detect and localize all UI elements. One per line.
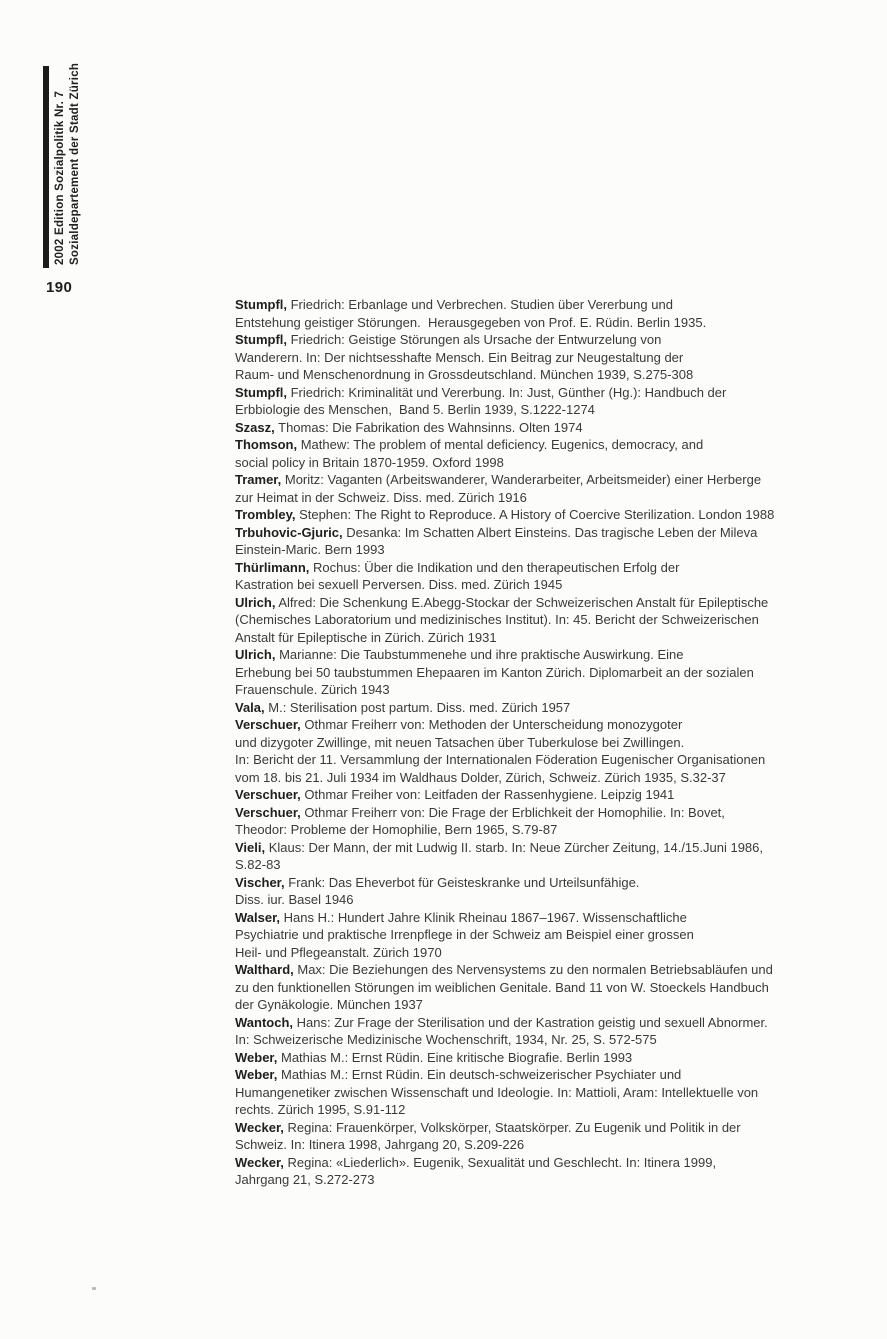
entry-line: Vieli, Klaus: Der Mann, der mit Ludwig II. starb. In: Neue Zürcher Zeitung, 14./15.Juni 1986, bbox=[235, 839, 763, 855]
bibliography-entry bbox=[235, 646, 883, 699]
bibliography-entry bbox=[235, 1049, 883, 1067]
entry-line: Vischer, Frank: Das Eheverbot für Geisteskranke und Urteilsunfähige. bbox=[235, 874, 640, 890]
entry-line: Ulrich, Marianne: Die Taubstummenehe und ihre praktische Auswirkung. Eine bbox=[235, 647, 684, 662]
entry-line: Verschuer, Othmar Freiherr von: Die Frage der Erblichkeit der Homophilie. In: Bovet, bbox=[235, 804, 725, 820]
entry-author: Wantoch, bbox=[235, 1014, 294, 1030]
entry-line: social policy in Britain 1870-1959. Oxford 1998 bbox=[235, 454, 504, 470]
entry-line: Stumpfl, Friedrich: Geistige Störungen als Ursache der Entwurzelung von bbox=[235, 332, 662, 347]
entry-line: Diss. iur. Basel 1946 bbox=[235, 892, 354, 907]
entry-line: Einstein-Maric. Bern 1993 bbox=[235, 542, 385, 557]
entry-line: und dizygoter Zwillinge, mit neuen Tatsachen über Tuberkulose bei Zwillingen. bbox=[235, 734, 685, 750]
bibliography-list bbox=[235, 296, 883, 1189]
bibliography-entry bbox=[235, 874, 883, 909]
entry-author: Vala, bbox=[235, 699, 265, 715]
entry-author: Verschuer, bbox=[235, 717, 301, 732]
entry-author: Ulrich, bbox=[235, 647, 276, 662]
entry-line: Thürlimann, Rochus: Über die Indikation und den therapeutischen Erfolg der bbox=[235, 559, 680, 575]
bibliography-entry bbox=[235, 786, 883, 804]
entry-line: Stumpfl, Friedrich: Kriminalität und Vererbung. In: Just, Günther (Hg.): Handbuch der bbox=[235, 384, 727, 400]
entry-author: Thomson, bbox=[235, 437, 298, 452]
entry-author: Stumpfl, bbox=[235, 332, 287, 347]
entry-line: Raum- und Menschenordnung in Grossdeutschland. München 1939, S.275-308 bbox=[235, 367, 694, 382]
entry-line: Psychiatrie und praktische Irrenpflege in der Schweiz am Beispiel einer grossen bbox=[235, 927, 694, 942]
entry-author: Tramer, bbox=[235, 472, 282, 487]
entry-line: rechts. Zürich 1995, S.91-112 bbox=[235, 1102, 406, 1117]
entry-line: der Gynäkologie. München 1937 bbox=[235, 997, 423, 1012]
entry-author: Wecker, bbox=[235, 1154, 284, 1170]
entry-line: Wantoch, Hans: Zur Frage der Sterilisation und der Kastration geistig und sexuell Abnormer. bbox=[235, 1014, 768, 1030]
entry-line: Thomson, Mathew: The problem of mental deficiency. Eugenics, democracy, and bbox=[235, 437, 704, 452]
entry-line: Schweiz. In: Itinera 1998, Jahrgang 20, S.209-226 bbox=[235, 1137, 525, 1152]
bibliography-entry bbox=[235, 1014, 883, 1049]
bibliography-entry bbox=[235, 436, 883, 471]
entry-line: Humangenetiker zwischen Wissenschaft und Ideologie. In: Mattioli, Aram: Intellektuelle von bbox=[235, 1084, 759, 1100]
entry-line: Walthard, Max: Die Beziehungen des Nervensystems zu den normalen Betriebsabläufen und bbox=[235, 962, 773, 977]
entry-line: Anstalt für Epileptische in Zürich. Zürich 1931 bbox=[235, 629, 497, 645]
entry-line: In: Schweizerische Medizinische Wochenschrift, 1934, Nr. 25, S. 572-575 bbox=[235, 1032, 657, 1047]
entry-author: Wecker, bbox=[235, 1119, 284, 1135]
entry-author: Vischer, bbox=[235, 874, 285, 890]
entry-line: Wecker, Regina: Frauenkörper, Volkskörper, Staatskörper. Zu Eugenik und Politik in der bbox=[235, 1119, 741, 1135]
bibliography-entry bbox=[235, 296, 883, 331]
entry-line: Tramer, Moritz: Vaganten (Arbeitswanderer, Wanderarbeiter, Arbeitsmeider) einer Herberge bbox=[235, 472, 762, 487]
bibliography-entry bbox=[235, 524, 883, 559]
bibliography-entry bbox=[235, 716, 883, 786]
bibliography-entry bbox=[235, 804, 883, 839]
bibliography-entry bbox=[235, 1154, 883, 1189]
entry-line: Weber, Mathias M.: Ernst Rüdin. Ein deutsch-schweizerischer Psychiater und bbox=[235, 1067, 682, 1082]
bibliography-entry bbox=[235, 331, 883, 384]
entry-line: zu den funktionellen Störungen im weiblichen Genitale. Band 11 von W. Stoeckels Handbuch bbox=[235, 979, 769, 995]
entry-author: Thürlimann, bbox=[235, 559, 310, 575]
entry-line: Frauenschule. Zürich 1943 bbox=[235, 682, 390, 697]
bibliography-entry bbox=[235, 839, 883, 874]
entry-author: Weber, bbox=[235, 1067, 278, 1082]
entry-line: Theodor: Probleme der Homophilie, Bern 1965, S.79-87 bbox=[235, 822, 558, 837]
entry-line: Erhebung bei 50 taubstummen Ehepaaren im Kanton Zürich. Diplomarbeit an der sozialen bbox=[235, 664, 754, 680]
entry-line: In: Bericht der 11. Versammlung der Internationalen Föderation Eugenischer Organisationen bbox=[235, 752, 766, 767]
bibliography-entry bbox=[235, 909, 883, 962]
entry-line: Weber, Mathias M.: Ernst Rüdin. Eine kritische Biografie. Berlin 1993 bbox=[235, 1049, 633, 1065]
bibliography-entry bbox=[235, 961, 883, 1014]
edition-series-label: 2002 Edition Sozialpolitik Nr. 7 bbox=[54, 90, 66, 265]
page-number: 190 bbox=[46, 279, 73, 296]
entry-author: Vieli, bbox=[235, 839, 266, 855]
entry-line: Trombley, Stephen: The Right to Reproduce. A History of Coercive Sterilization. London 1988 bbox=[235, 507, 775, 522]
edition-department-label: Sozialdepartement der Stadt Zürich bbox=[69, 62, 81, 265]
entry-line: S.82-83 bbox=[235, 857, 281, 872]
bibliography-entry bbox=[235, 419, 883, 437]
entry-line: zur Heimat in der Schweiz. Diss. med. Zürich 1916 bbox=[235, 489, 527, 505]
entry-author: Trombley, bbox=[235, 507, 296, 522]
bibliography-entry bbox=[235, 699, 883, 717]
entry-line: Heil- und Pflegeanstalt. Zürich 1970 bbox=[235, 944, 442, 960]
entry-line: Verschuer, Othmar Freiher von: Leitfaden der Rassenhygiene. Leipzig 1941 bbox=[235, 787, 675, 802]
entry-line: (Chemisches Laboratorium und medizinisches Institut). In: 45. Bericht der Schweizerischen bbox=[235, 612, 759, 627]
entry-line: Wanderern. In: Der nichtsesshafte Mensch. Ein Beitrag zur Neugestaltung der bbox=[235, 349, 684, 365]
entry-author: Stumpfl, bbox=[235, 297, 287, 312]
entry-author: Walthard, bbox=[235, 962, 294, 977]
entry-line: Ulrich, Alfred: Die Schenkung E.Abegg-Stockar der Schweizerischen Anstalt für Epileptische bbox=[235, 594, 769, 610]
entry-author: Verschuer, bbox=[235, 804, 301, 820]
bibliography-entry bbox=[235, 506, 883, 524]
entry-line: Wecker, Regina: «Liederlich». Eugenik, Sexualität und Geschlecht. In: Itinera 1999, bbox=[235, 1154, 717, 1170]
entry-line: Kastration bei sexuell Perversen. Diss. med. Zürich 1945 bbox=[235, 577, 563, 592]
bibliography-entry bbox=[235, 559, 883, 594]
entry-author: Trbuhovic-Gjuric, bbox=[235, 524, 343, 540]
bibliography-entry bbox=[235, 471, 883, 506]
entry-line: Trbuhovic-Gjuric, Desanka: Im Schatten Albert Einsteins. Das tragische Leben der Mileva bbox=[235, 524, 758, 540]
entry-line: Vala, M.: Sterilisation post partum. Diss. med. Zürich 1957 bbox=[235, 699, 571, 715]
entry-line: Walser, Hans H.: Hundert Jahre Klinik Rheinau 1867–1967. Wissenschaftliche bbox=[235, 909, 687, 925]
entry-line: Entstehung geistiger Störungen. Herausgegeben von Prof. E. Rüdin. Berlin 1935. bbox=[235, 314, 707, 330]
scan-artifact-speck bbox=[92, 1287, 96, 1290]
entry-author: Weber, bbox=[235, 1049, 278, 1065]
bibliography-entry bbox=[235, 594, 883, 647]
entry-line: Verschuer, Othmar Freiherr von: Methoden der Unterscheidung monozygoter bbox=[235, 717, 683, 732]
entry-author: Verschuer, bbox=[235, 787, 301, 802]
entry-author: Ulrich, bbox=[235, 594, 276, 610]
bibliography-entry bbox=[235, 1119, 883, 1154]
bibliography-entry bbox=[235, 384, 883, 419]
entry-line: Szasz, Thomas: Die Fabrikation des Wahnsinns. Olten 1974 bbox=[235, 419, 583, 435]
entry-line: Stumpfl, Friedrich: Erbanlage und Verbrechen. Studien über Vererbung und bbox=[235, 297, 673, 312]
entry-author: Walser, bbox=[235, 909, 281, 925]
entry-author: Szasz, bbox=[235, 419, 275, 435]
edition-bar bbox=[43, 66, 49, 268]
entry-author: Stumpfl, bbox=[235, 384, 287, 400]
entry-line: Jahrgang 21, S.272-273 bbox=[235, 1172, 375, 1187]
entry-line: Erbbiologie des Menschen, Band 5. Berlin 1939, S.1222-1274 bbox=[235, 402, 595, 417]
entry-line: vom 18. bis 21. Juli 1934 im Waldhaus Dolder, Zürich, Schweiz. Zürich 1935, S.32-37 bbox=[235, 769, 726, 785]
bibliography-entry bbox=[235, 1066, 883, 1119]
